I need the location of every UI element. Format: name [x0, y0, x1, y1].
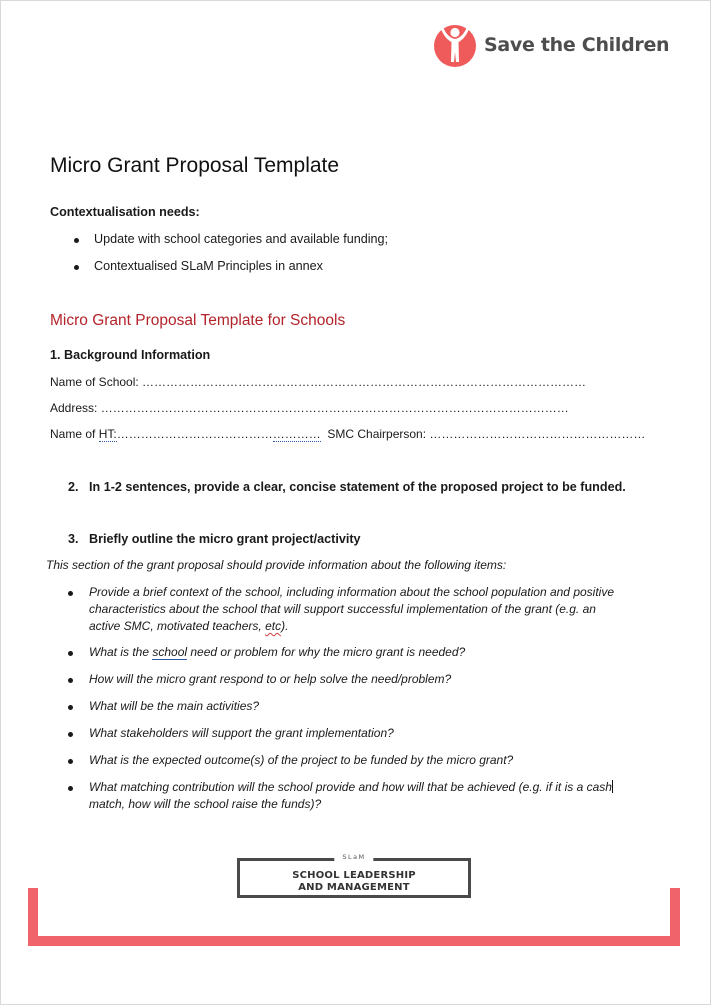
slam-line-1: SCHOOL LEADERSHIP — [292, 870, 416, 881]
ht-line — [50, 427, 646, 441]
school-name-field[interactable]: ………………………………………………………………………………………………… — [142, 375, 587, 389]
q3-item-text: need or problem for why the micro grant is needed? — [187, 645, 466, 659]
address-label: Address: — [50, 401, 101, 415]
q3-item-line — [89, 780, 613, 794]
bullet-icon — [68, 591, 73, 596]
spellcheck-word: etc — [265, 619, 282, 633]
bullet-icon — [74, 238, 79, 243]
q3-item-line: Provide a brief context of the school, including information about the school population and positive — [89, 585, 614, 599]
context-heading: Contextualisation needs: — [50, 205, 200, 219]
ht-abbr: HT: — [98, 427, 117, 441]
q3-item-text: active SMC, motivated teachers, — [89, 619, 266, 633]
q3-item-line: What is the expected outcome(s) of the project to be funded by the micro grant? — [89, 753, 514, 767]
q3-item-text: What matching contribution will the school provide and how will that be achieved (e.g. if it is a cash — [89, 780, 612, 794]
q3-item-text: ). — [281, 619, 289, 633]
smc-field[interactable]: ……………………………………………… — [429, 427, 646, 441]
bullet-icon — [68, 705, 73, 710]
q2-text: In 1-2 sentences, provide a clear, concise statement of the proposed project to be funded. — [89, 480, 626, 494]
school-name-label: Name of School: — [50, 375, 143, 389]
slam-logo — [237, 853, 471, 898]
ht-field-underlined[interactable]: ………… — [272, 427, 321, 441]
section-heading: Micro Grant Proposal Template for Schools — [50, 312, 346, 329]
q3-item-line: characteristics about the school that will support successful implementation of the grant (e.g. an — [89, 602, 596, 616]
save-the-children-logo — [433, 22, 669, 68]
logo-text: Save the Children — [484, 34, 670, 56]
save-the-children-figure-icon — [433, 22, 477, 68]
q3-item-line — [89, 619, 288, 633]
q2-number: 2. — [68, 480, 79, 494]
q3-item-line — [89, 645, 465, 659]
bullet-icon — [68, 651, 73, 656]
q3-item-text: What is the — [89, 645, 153, 659]
address-line — [50, 401, 569, 415]
slam-line-2: AND MANAGEMENT — [298, 882, 410, 893]
background-heading: 1. Background Information — [50, 348, 211, 362]
bullet-icon — [68, 732, 73, 737]
context-item: Contextualised SLaM Principles in annex — [94, 259, 323, 273]
address-field[interactable]: ……………………………………………………………………………………………………… — [100, 401, 569, 415]
ht-field[interactable]: ………………………………… — [116, 427, 273, 441]
text-cursor — [612, 780, 613, 793]
bullet-icon — [74, 265, 79, 270]
document-title: Micro Grant Proposal Template — [50, 154, 340, 177]
grammar-word: school — [152, 645, 188, 659]
q3-item-line: What will be the main activities? — [89, 699, 260, 713]
q3-item-line: match, how will the school raise the funds)? — [89, 797, 322, 811]
ht-label: Name of — [50, 427, 99, 441]
slam-tag: SLaM — [334, 853, 373, 861]
context-item: Update with school categories and available funding; — [94, 232, 389, 246]
q3-item-line: How will the micro grant respond to or help solve the need/problem? — [89, 672, 452, 686]
bullet-icon — [68, 786, 73, 791]
smc-label: SMC Chairperson: — [327, 427, 430, 441]
q3-text: Briefly outline the micro grant project/activity — [89, 532, 361, 546]
bullet-icon — [68, 678, 73, 683]
bullet-icon — [68, 759, 73, 764]
q3-number: 3. — [68, 532, 79, 546]
school-name-line — [50, 375, 587, 389]
q3-item-line: What stakeholders will support the grant implementation? — [89, 726, 394, 740]
q3-intro: This section of the grant proposal should provide information about the following items: — [46, 558, 507, 572]
